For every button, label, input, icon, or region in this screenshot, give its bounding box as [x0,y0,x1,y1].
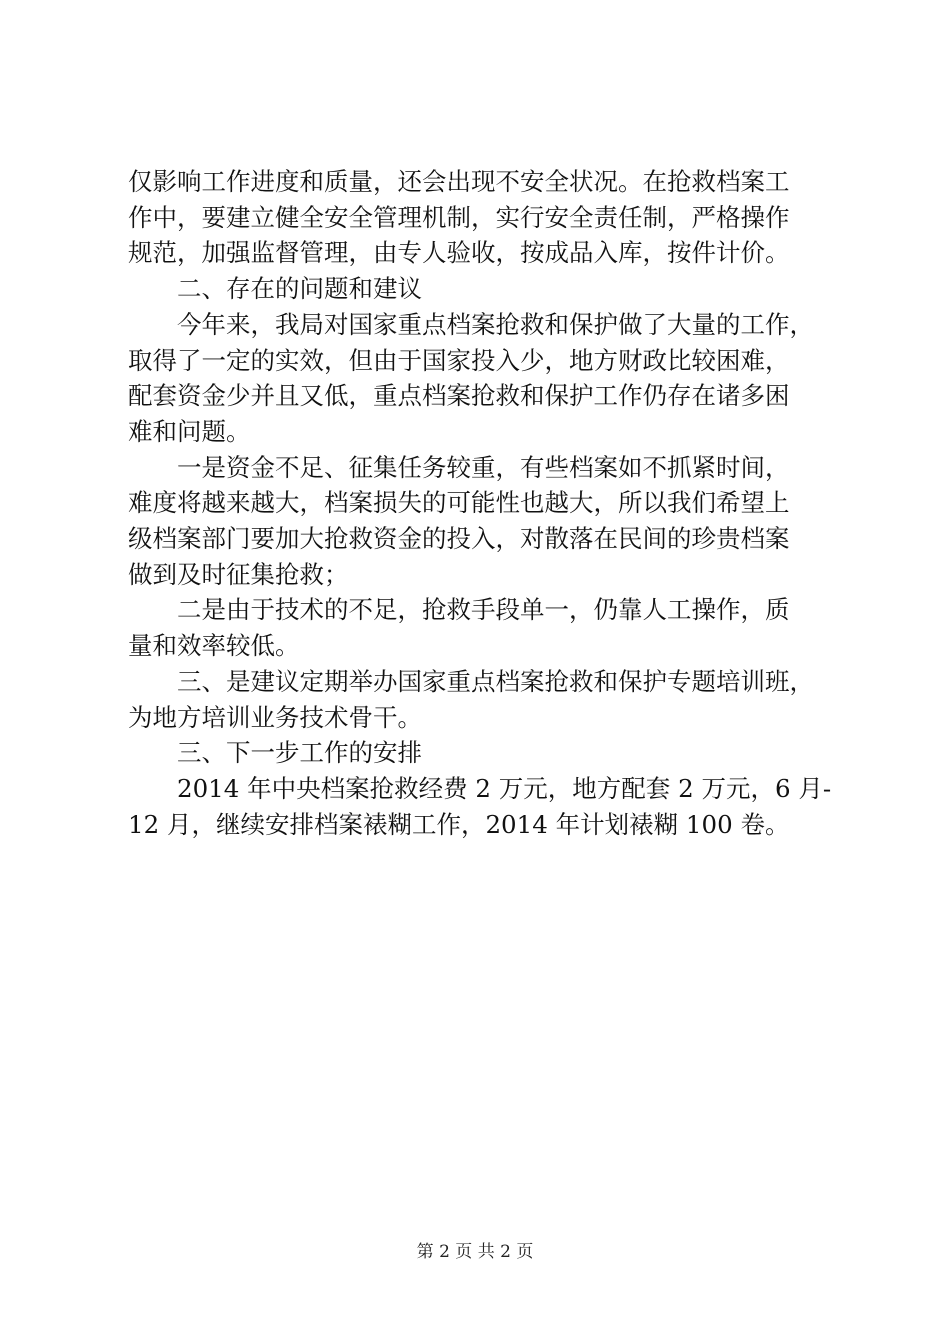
paragraph-training-suggestion [128,664,828,735]
text-line: 难度将越来越大，档案损失的可能性也越大，所以我们希望上 [128,488,790,518]
text-line: 三、是建议定期举办国家重点档案抢救和保护专题培训班， [177,666,814,696]
paragraph-overview [128,307,828,450]
text-line: 为地方培训业务技术骨干。 [128,702,422,732]
text-line: 2014 年中央档案抢救经费 2 万元，地方配套 2 万元，6 月- [177,773,832,803]
text-line: 规范，加强监督管理，由专人验收，按成品入库，按件计价。 [128,238,790,268]
text-line: 取得了一定的实效，但由于国家投入少，地方财政比较困难， [128,345,790,375]
text-line: 级档案部门要加大抢救资金的投入，对散落在民间的珍贵档案 [128,524,790,554]
heading-text: 二、存在的问题和建议 [177,274,422,304]
text-line: 仅影响工作进度和质量，还会出现不安全状况。在抢救档案工 [128,167,790,196]
text-line: 一是资金不足、征集任务较重，有些档案如不抓紧时间， [177,452,790,482]
paragraph-2014-plan [128,771,832,842]
page-footer [0,1241,950,1263]
text-line: 12 月，继续安排档案裱糊工作，2014 年计划裱糊 100 卷。 [128,809,790,839]
paragraph-funding-shortage [128,450,828,593]
page-number-label: 第 2 页 共 2 页 [416,1242,534,1262]
text-line: 难和问题。 [128,416,251,446]
document-body [128,164,832,842]
heading-text: 三、下一步工作的安排 [177,738,422,768]
section-heading-next-steps [128,735,828,771]
paragraph-technical-shortage [128,592,828,663]
text-line: 今年来，我局对国家重点档案抢救和保护做了大量的工作， [177,309,814,339]
text-line: 量和效率较低。 [128,631,300,661]
text-line: 配套资金少并且又低，重点档案抢救和保护工作仍存在诸多困 [128,381,790,411]
text-line: 二是由于技术的不足，抢救手段单一，仍靠人工操作，质 [177,595,790,625]
text-line: 作中，要建立健全安全管理机制，实行安全责任制，严格操作 [128,202,790,232]
text-line: 做到及时征集抢救； [128,559,349,589]
paragraph-safety-management [128,164,828,271]
section-heading-problems [128,271,828,307]
